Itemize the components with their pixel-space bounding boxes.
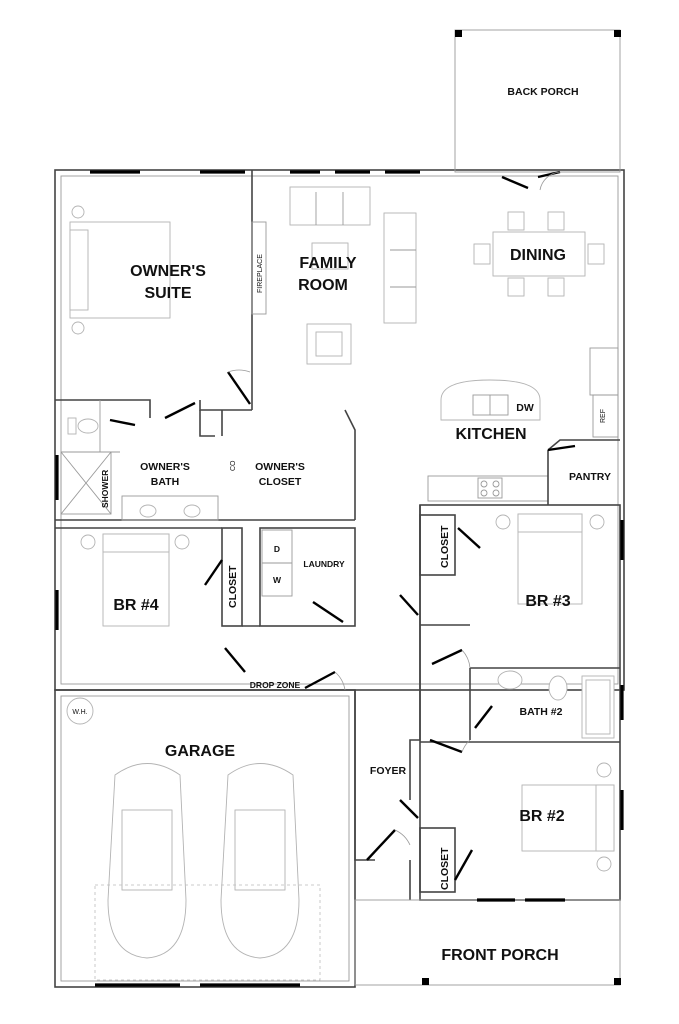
back-porch-label: BACK PORCH [507, 86, 579, 98]
kitchen-label: KITCHEN [455, 426, 527, 443]
owners-suite-label-1: OWNER'S [130, 263, 206, 280]
drop-zone-label: DROP ZONE [249, 680, 301, 690]
bath2-label: BATH #2 [519, 706, 563, 718]
foyer-label: FOYER [369, 765, 407, 777]
owners-closet-label-2: CLOSET [258, 476, 302, 488]
dryer-label: D [273, 544, 281, 554]
br4-label: BR #4 [113, 597, 159, 614]
closet-br3-label: CLOSET [439, 525, 451, 568]
co-label: CO [230, 460, 237, 471]
dining-label: DINING [510, 247, 566, 264]
water-heater-label: W.H. [72, 709, 88, 716]
owners-bath-label-2: BATH [150, 476, 180, 488]
owners-suite-label-2: SUITE [144, 285, 192, 302]
fireplace-label: FIREPLACE [257, 254, 264, 293]
laundry-label: LAUNDRY [303, 559, 345, 569]
front-porch-label: FRONT PORCH [441, 947, 559, 964]
owners-closet-label-1: OWNER'S [255, 461, 305, 473]
pantry-label: PANTRY [569, 471, 611, 483]
family-room-label-2: ROOM [298, 277, 348, 294]
furniture [67, 187, 614, 980]
garage-label: GARAGE [164, 743, 236, 760]
ref-label: REF [600, 409, 607, 423]
dw-label: DW [516, 402, 534, 414]
shower-label: SHOWER [100, 469, 110, 508]
closet-br4-label: CLOSET [227, 565, 239, 608]
br3-label: BR #3 [525, 593, 571, 610]
br2-label: BR #2 [519, 808, 565, 825]
closet-br2-label: CLOSET [439, 847, 451, 890]
family-room-label-1: FAMILY [299, 255, 357, 272]
washer-label: W [272, 575, 282, 585]
owners-bath-label-1: OWNER'S [140, 461, 190, 473]
